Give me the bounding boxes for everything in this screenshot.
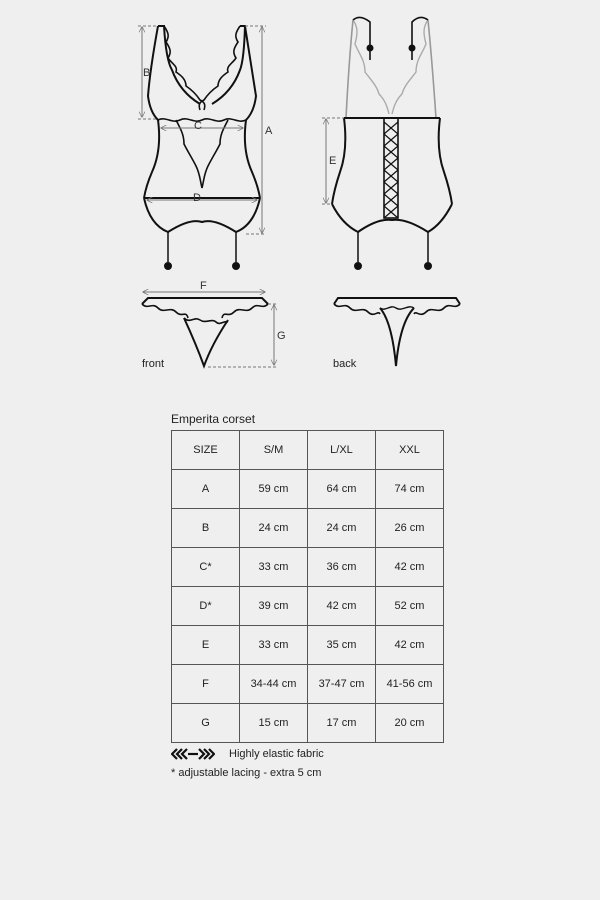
- table-cell: 52 cm: [376, 587, 444, 626]
- thong-front-drawing: [142, 298, 268, 366]
- front-view-label: front: [142, 358, 165, 370]
- dimension-lines: [138, 26, 344, 367]
- header-cell: S/M: [240, 431, 308, 470]
- size-table: [171, 430, 444, 743]
- table-cell: 41-56 cm: [376, 665, 444, 704]
- table-cell: 20 cm: [376, 704, 444, 743]
- table-row: [172, 626, 444, 665]
- back-view-label: back: [333, 358, 357, 370]
- table-cell: 42 cm: [376, 626, 444, 665]
- thong-back-drawing: [334, 298, 460, 366]
- dim-label-f: F: [200, 280, 207, 292]
- dim-label-c: C: [194, 120, 202, 132]
- table-cell: 36 cm: [308, 548, 376, 587]
- elastic-arrows-icon: [171, 748, 215, 760]
- table-cell: 15 cm: [240, 704, 308, 743]
- table-cell: 24 cm: [308, 509, 376, 548]
- dim-label-d: D: [193, 192, 201, 204]
- elastic-legend: [171, 748, 324, 760]
- elastic-legend-text: Highly elastic fabric: [229, 748, 324, 760]
- table-cell: 33 cm: [240, 626, 308, 665]
- dim-label-a: A: [265, 125, 273, 137]
- header-cell: XXL: [376, 431, 444, 470]
- table-cell: 26 cm: [376, 509, 444, 548]
- table-cell: 37-47 cm: [308, 665, 376, 704]
- table-cell: 42 cm: [376, 548, 444, 587]
- size-diagram: [0, 0, 600, 400]
- table-header-row: [172, 431, 444, 470]
- table-cell: 42 cm: [308, 587, 376, 626]
- table-cell: D*: [172, 587, 240, 626]
- table-cell: A: [172, 470, 240, 509]
- corset-back-drawing: [332, 17, 452, 269]
- dim-label-e: E: [329, 155, 337, 167]
- table-cell: F: [172, 665, 240, 704]
- table-cell: B: [172, 509, 240, 548]
- table-row: [172, 509, 444, 548]
- header-cell: SIZE: [172, 431, 240, 470]
- table-cell: 74 cm: [376, 470, 444, 509]
- table-cell: G: [172, 704, 240, 743]
- table-cell: 34-44 cm: [240, 665, 308, 704]
- table-row: [172, 587, 444, 626]
- table-cell: 17 cm: [308, 704, 376, 743]
- table-cell: E: [172, 626, 240, 665]
- table-row: [172, 665, 444, 704]
- table-cell: 35 cm: [308, 626, 376, 665]
- table-cell: 59 cm: [240, 470, 308, 509]
- table-row: [172, 704, 444, 743]
- table-cell: 33 cm: [240, 548, 308, 587]
- table-title: Emperita corset: [171, 412, 256, 426]
- table-cell: 64 cm: [308, 470, 376, 509]
- table-cell: C*: [172, 548, 240, 587]
- table-row: [172, 470, 444, 509]
- dim-label-g: G: [277, 330, 286, 342]
- corset-front-drawing: [144, 26, 260, 269]
- table-cell: 39 cm: [240, 587, 308, 626]
- table-row: [172, 548, 444, 587]
- dim-label-b: B: [143, 67, 151, 79]
- header-cell: L/XL: [308, 431, 376, 470]
- table-cell: 24 cm: [240, 509, 308, 548]
- lacing-note: * adjustable lacing - extra 5 cm: [171, 767, 322, 779]
